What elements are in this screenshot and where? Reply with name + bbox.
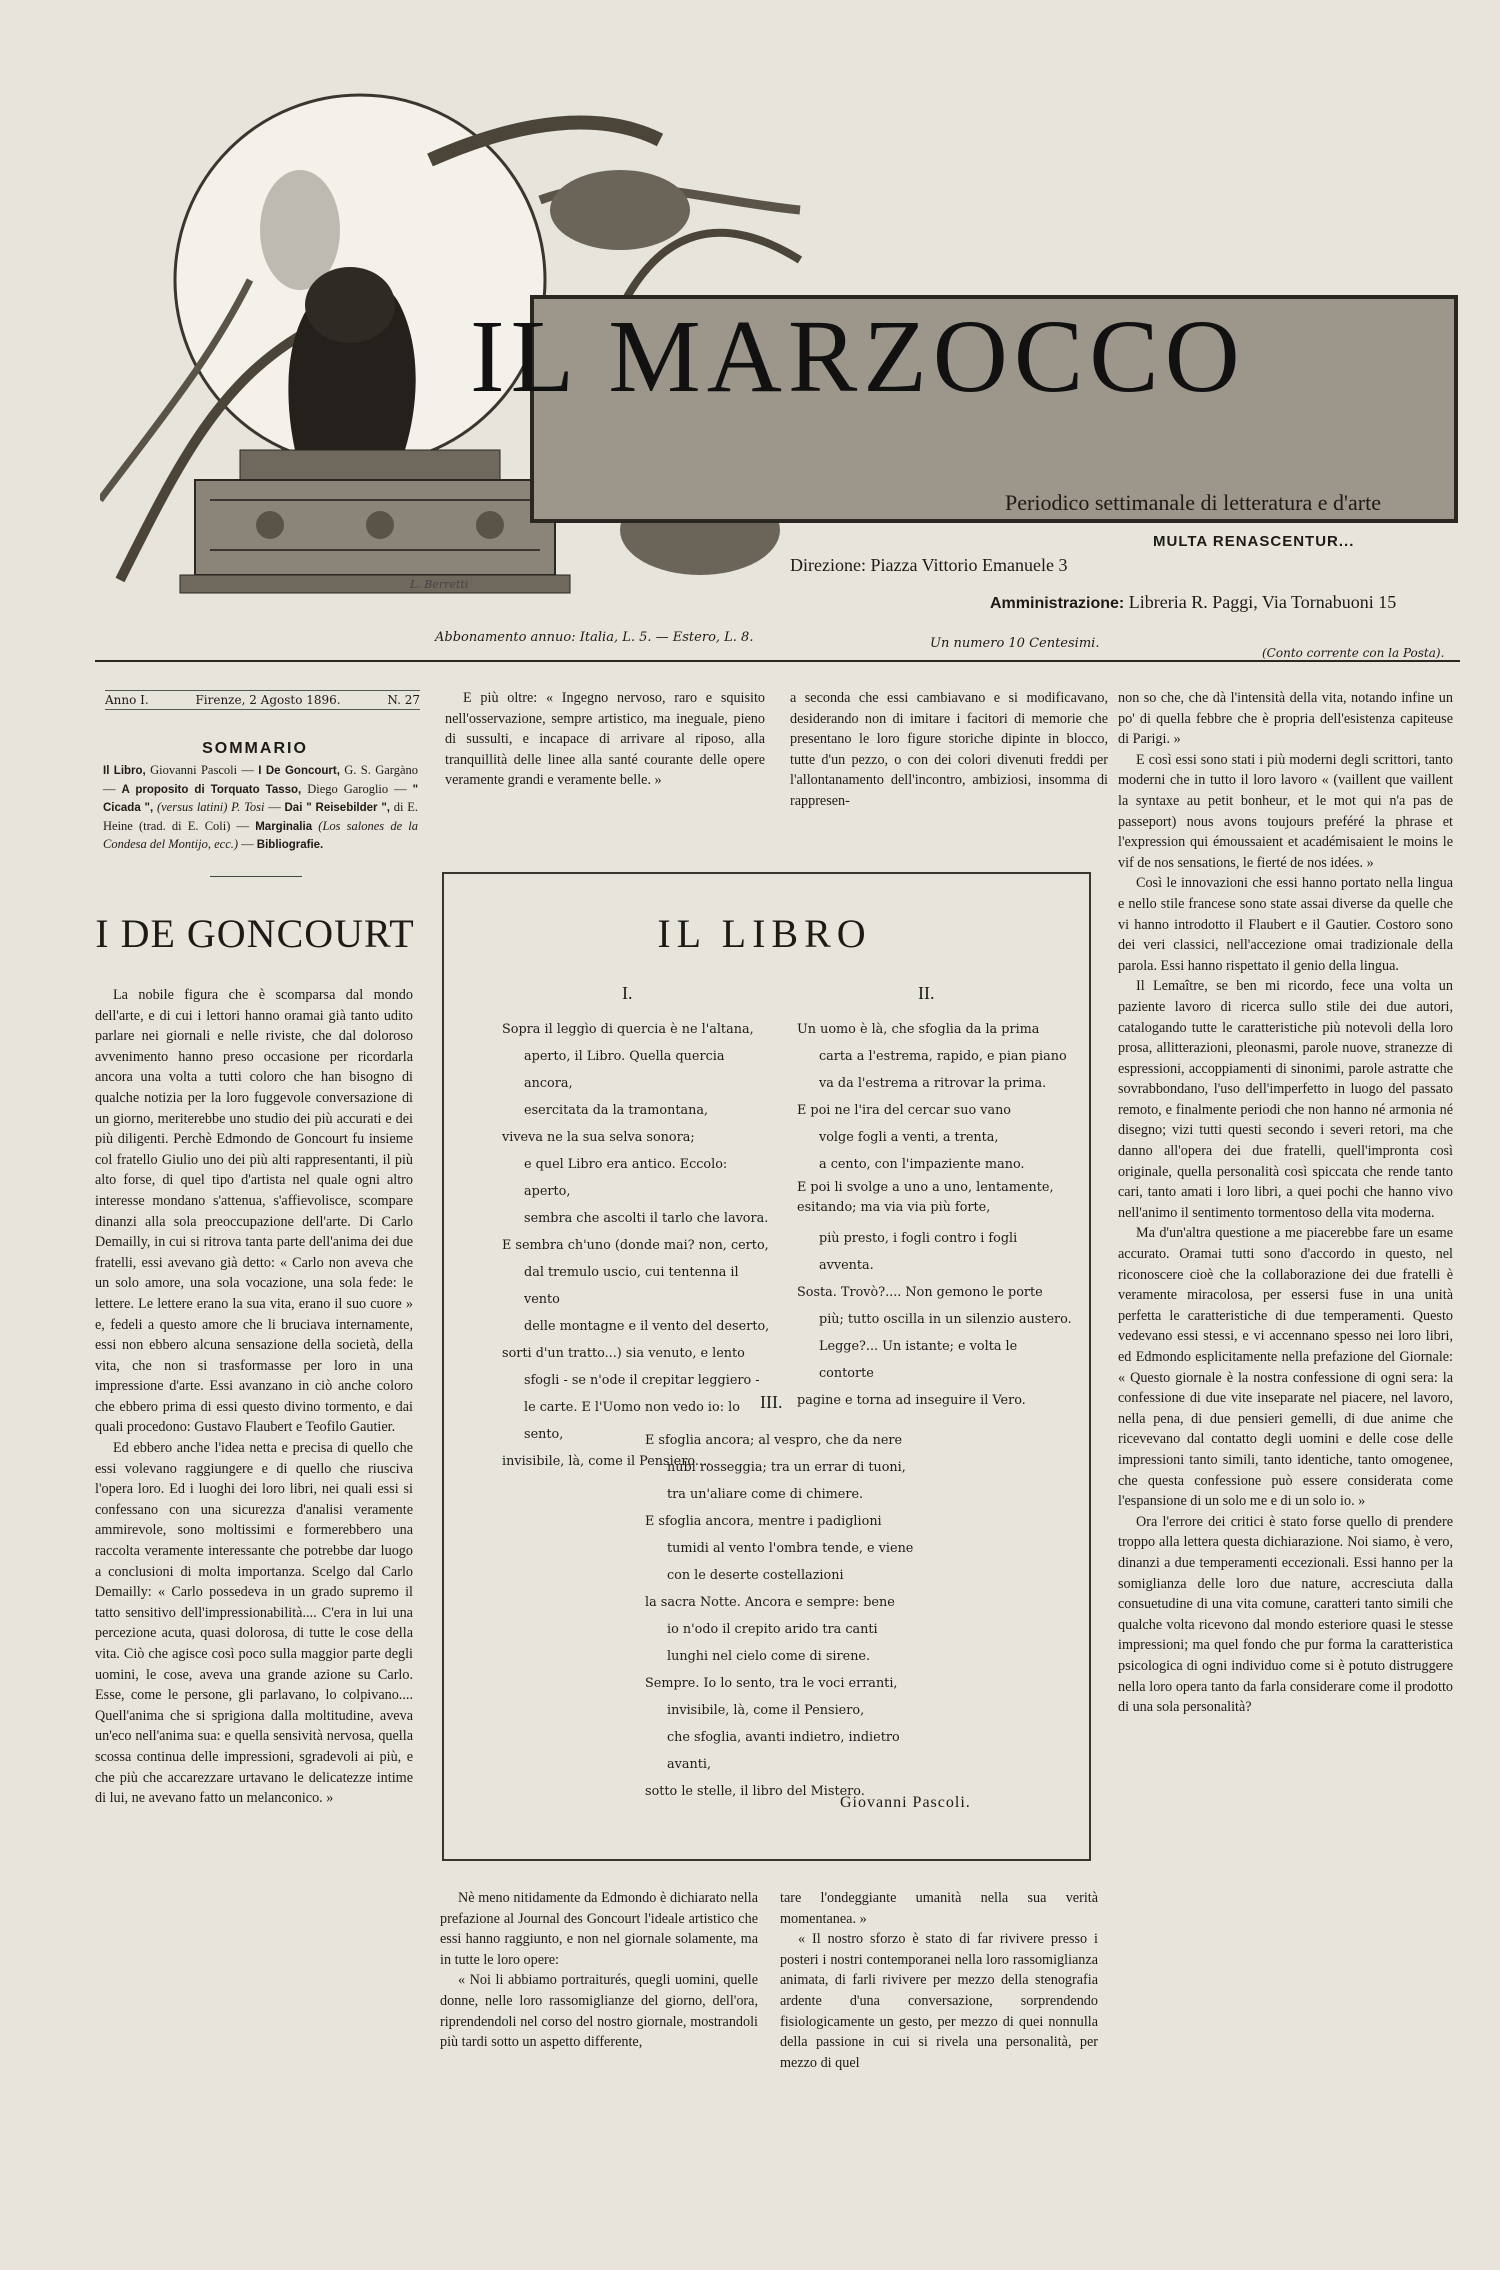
- article-column-2-bottom: [440, 1888, 758, 2053]
- poem-line: invisibile, là, come il Pensiero,: [667, 1703, 865, 1718]
- article-paragraph: Nè meno nitidamente da Edmondo è dichiarato nella prefazione al Journal des Goncourt l'ideale artistico che essi hanno raggiunto, e non nel giornale solamente, ma in tutte le loro opere:: [440, 1890, 758, 1968]
- poem-line: io n'odo il crepito arido tra canti: [667, 1622, 878, 1637]
- article-paragraph: tare l'ondeggiante umanità nella sua verità momentanea. »: [780, 1890, 1098, 1927]
- article-paragraph: non so che, che dà l'intensità della vita, notando infine un po' di quella febbre che è propria dell'esistenza capiteuse di Parigi. »: [1118, 690, 1453, 748]
- poem-part-2: [797, 1016, 1072, 1414]
- poem-line: nubi rosseggia; tra un errar di tuoni,: [667, 1460, 906, 1475]
- article-paragraph: E così essi sono stati i più moderni degli scrittori, tanto moderni che in tutto il loro lavoro « (vaillent que vaillent la syntaxe au petit bonheur, et le mot qui n'a pas de passeport) nous avons toujours preféré la phrase et l'expression qui émoussaient et académisaient le moins le vif de nos sensations, le fierté de nos idées. »: [1118, 751, 1453, 871]
- poem-part-1: [502, 1016, 772, 1475]
- issue-year: Anno I.: [105, 693, 149, 707]
- poem-line: E sfoglia ancora; al vespro, che da nere: [645, 1433, 903, 1448]
- article-column-3-top: [790, 688, 1108, 812]
- poem-line: sfogli - se n'ode il crepitar leggiero -: [524, 1373, 760, 1388]
- poem-line: Sopra il leggìo di quercia è ne l'altana,: [502, 1022, 754, 1037]
- sommario-item-title: I De Goncourt,: [258, 765, 340, 777]
- sommario-item-author: Giovanni Pascoli: [150, 763, 238, 777]
- poem-line: va da l'estrema a ritrovar la prima.: [819, 1076, 1047, 1091]
- poem-line: E sembra ch'uno (donde mai? non, certo,: [502, 1238, 769, 1253]
- issue-date: Firenze, 2 Agosto 1896.: [195, 693, 341, 707]
- poem-line: Legge?... Un istante; e volta le contorte: [819, 1339, 1018, 1381]
- poem-line: sembra che ascolti il tarlo che lavora.: [524, 1211, 769, 1226]
- sommario-item-author: (Los salones de la Condesa del Montijo, ecc.): [103, 818, 419, 852]
- poem-line: tra un'aliare come di chimere.: [667, 1487, 864, 1502]
- poem-line: E poi ne l'ira del cercar suo vano: [797, 1103, 1012, 1118]
- sommario-item-author: Diego Garoglio: [307, 781, 389, 796]
- sommario-title: SOMMARIO: [202, 740, 308, 757]
- article-paragraph: Il Lemaître, se ben mi ricordo, fece una volta un paziente lavoro di ricerca sullo stile dei due autori, catalogando tutte le caratteristiche più notevoli della loro prosa, allitterazioni, pleonasmi, parole nuove, stranezze di espressioni, accoppiamenti di sinonimi, parole astratte che sovrabbondano, l'uso dell'imperfetto in luogo del passato remoto, e finalmente periodi che non hanno né armonia né disegno; vizi tutti questi secondo i severi retori, ma che danno all'opera dei due fratelli, quell'impronta così originale, quella personalità così spiccata che rende tanto cari, tanto amati i loro libri, a quei pochi che hanno vivo nell'animo il sentimento tormentoso della vita moderna.: [1118, 978, 1453, 1221]
- poem-line: aperto, il Libro. Quella quercia ancora,: [524, 1049, 725, 1091]
- article-heading: I DE GONCOURT: [95, 911, 415, 956]
- poem-line: Sosta. Trovò?.... Non gemono le porte: [797, 1285, 1043, 1300]
- poem-line: pagine e torna ad inseguire il Vero.: [797, 1393, 1026, 1408]
- poem-line: lunghi nel cielo come di sirene.: [667, 1649, 871, 1664]
- poem-line: sotto le stelle, il libro del Mistero.: [645, 1784, 865, 1799]
- amministrazione-label: Amministrazione:: [990, 595, 1125, 612]
- poem-line: Un uomo è là, che sfoglia da la prima: [797, 1022, 1040, 1037]
- poem-line: più; tutto oscilla in un silenzio austero.: [819, 1312, 1072, 1327]
- masthead-rule: [95, 660, 1460, 662]
- issue-line: [105, 690, 420, 710]
- poem-title: IL LIBRO: [657, 911, 872, 956]
- sommario-item-title: " Cicada ",: [103, 783, 419, 815]
- poem-line: esercitata da la tramontana,: [524, 1103, 709, 1118]
- sommario-item-author: (versus latini) P. Tosi: [156, 800, 265, 815]
- poem-line: E poi li svolge a uno a uno, lentamente, esitando; ma via via più forte,: [797, 1180, 1054, 1215]
- subscription-info: Abbonamento annuo: Italia, L. 5. — Estero, L. 8.: [435, 630, 754, 645]
- poem-line: tumidi al vento l'ombra tende, e viene: [667, 1541, 914, 1556]
- poem-signature: Giovanni Pascoli.: [840, 1794, 971, 1811]
- sommario-item-title: Il Libro,: [103, 765, 146, 777]
- newspaper-title: IL MARZOCCO: [470, 299, 1246, 414]
- poem-line: a cento, con l'impaziente mano.: [819, 1157, 1025, 1172]
- article-column-4: [1118, 688, 1453, 1718]
- poem-line: con le deserte costellazioni: [667, 1568, 844, 1583]
- sommario-item-title: Bibliografie.: [256, 839, 324, 852]
- article-paragraph: « Il nostro sforzo è stato di far rivivere presso i posteri i nostri contemporanei nella loro rassomiglianza animata, di farli rivivere per mezzo della stenografia ardente d'una conversazione, sorprendendo fisiologicamente un gesto, per mezzo di quei nonnulla della passione in cui si rivela una personalità, per mezzo di quel: [780, 1931, 1098, 2071]
- poem-line: sorti d'un tratto...) sia venuto, e lento: [502, 1346, 745, 1361]
- postal-note: (Conto corrente con la Posta).: [1262, 646, 1445, 660]
- poem-part-3: [645, 1427, 945, 1805]
- article-column-1: [95, 985, 413, 1809]
- poem-line: invisibile, là, come il Pensiero....: [502, 1454, 712, 1469]
- poem-line: più presto, i fogli contro i fogli avventa.: [819, 1231, 1018, 1273]
- poem-line: che sfoglia, avanti indietro, indietro avanti,: [667, 1730, 900, 1772]
- poem-line: volge fogli a venti, a trenta,: [819, 1130, 999, 1145]
- article-paragraph: Ed ebbero anche l'idea netta e precisa di quello che essi volevano raggiungere e di quello che riusciva l'opera loro. Ed i luoghi dei loro libri, nei quali essi si confessano con una sicurezza d'analisi veramente ammirevole, sono moltissimi e formerebbero una raccolta veramente interessante che potrebbe dar luogo a conclusioni di molta importanza. Scelgo dal Carlo Demailly: « Carlo possedeva in un grado supremo il tatto sensitivo dell'impressionabilità.... C'era in lui una percezione acuta, quasi dolorosa, di tutte le cose della vita. Ciò che agisce così poco sulla maggior parte degli uomini, le cose, aveva una grande azione su Carlo. Esse, come le persone, gli parlavano, lo colpivano.... Quell'anima che si sprigiona dalla moltitudine, aveva un'eco nell'anima sua: e quella sensività nervosa, quella scossa continua delle impressioni, sgradevoli ai più, e che più che accarezzare urtavano le delicatezze intime di lui, ne avevano fatto un melanconico. »: [95, 1440, 413, 1807]
- direzione: Direzione: Piazza Vittorio Emanuele 3: [790, 555, 1068, 575]
- article-paragraph: Ora l'errore dei critici è stato forse quello di prendere troppo alla lettera questa dichiarazione. Noi siamo, è vero, dinanzi a due temperamenti eccezionali. Essi hanno per la somiglianza delle loro due nature, accresciuta dalla consuetudine di una vita comune, caratteri tanto simili che qualche volta ricevono dal mondo esteriore quasi le stesse impressioni; ma quel fondo che pur forma la caratteristica psicologica di ogni individuo come si è potuto distruggere nella loro opera tanto da farla considerare come il prodotto di una sola personalità?: [1118, 1513, 1453, 1716]
- article-paragraph: La nobile figura che è scomparsa dal mondo dell'arte, e di cui i lettori hanno oramai già tanto udito parlare nei giornali e nelle riviste, che dal doloroso avvenimento hanno preso occasione per ricordarla ancora una volta a tutti coloro che han bisogno di qualche notizia per la loro fuggevole conversazione di un giorno, meriterebbe uno studio dei più accurati e dei più diligenti. Perchè Edmondo de Goncourt fu insieme col fratello Giulio uno dei più alti rappresentanti, il più alto forse, di quel tipo d'artista nel quale ogni altro interesse mondano s'attenua, s'affievolisce, scompare dinanzi alla sola preoccupazione dell'arte. Di Carlo Demailly, in cui si ritrova tanta parte dell'anima dei due fratelli, essi avevano già detto: « Carlo non aveva che un solo amore, una sola vocazione, una sola fede: le lettere. Le lettere erano la sua vita, erano il suo cuore » e, fedeli a questo amore che li bruciava internamente, essi non ebbero alcuna sensazione della società, della vita, che non si trasformasse per loro in una impressione d'arte. Essi avanzano in ciò anche coloro che ebbero prima di essi questo divino tormento, e dai quali procedono: Gustavo Flaubert e Teofilo Gautier.: [95, 987, 413, 1436]
- poem-line: E sfoglia ancora, mentre i padiglioni: [645, 1514, 882, 1529]
- article-paragraph: a seconda che essi cambiavano e si modificavano, desiderando non di imitare i facitori di memorie che presentano le loro figure storiche dipinte in blocco, tutte d'un pezzo, o con dei colori divenuti freddi per l'allontanamento dell'incontro, ambiziosi, insomma di rappresen-: [790, 690, 1108, 809]
- poem-part-number: II.: [918, 983, 935, 1003]
- motto: MULTA RENASCENTUR...: [1153, 533, 1355, 550]
- article-column-2-top: [445, 688, 765, 791]
- poem-line: carta a l'estrema, rapido, e pian piano: [819, 1049, 1067, 1064]
- sommario-rule: [210, 876, 302, 877]
- sommario-item-author: G. S. Gargàno: [344, 763, 419, 777]
- poem-line: le carte. E l'Uomo non vedo io: lo sento,: [524, 1400, 740, 1442]
- poem-line: Sempre. Io lo sento, tra le voci erranti,: [645, 1676, 898, 1691]
- poem-line: la sacra Notte. Ancora e sempre: bene: [645, 1595, 895, 1610]
- article-paragraph: « Noi li abbiamo portraiturés, quegli uomini, quelle donne, nelle loro rassomiglianze del giorno, dell'ora, riprendendoli nel corso del nostro giornale, mostrandoli più tardi sotto un aspetto differente,: [440, 1972, 758, 2051]
- sommario-item-title: A proposito di Torquato Tasso,: [121, 783, 302, 796]
- poem-line: dal tremulo uscio, cui tentenna il vento: [524, 1265, 739, 1307]
- poem-line: delle montagne e il vento del deserto,: [524, 1319, 770, 1334]
- article-paragraph: Ma d'un'altra questione a me piacerebbe fare un esame accurato. Oramai tutti sono d'accordo in questo, nel riconoscere cioè che la collaborazione dei due fratelli è veramente miracolosa, per essersi fuse in una unità perfetta le caratteristiche di due temperamenti. Questo vedevano essi stessi, e vi accennano spesso nei loro libri, ed Edmondo esplicitamente nella prefazione del Giornale: « Questo giornale è la nostra confessione di ogni sera: la confessione di due vite inseparate nel piacere, nel lavoro, nella pena, di due pensieri gemelli, di due anime che ricevevano dal contatto degli uomini e delle cose delle impressioni tanto simili, tanto identiche, tanto omogenee, che questa confessione può essere considerata come l'espansione di un solo me e di un solo io. »: [1118, 1225, 1453, 1510]
- article-column-3-bottom: [780, 1888, 1098, 2073]
- amministrazione-value: Libreria R. Paggi, Via Tornabuoni 15: [1128, 592, 1397, 612]
- issue-price: Un numero 10 Centesimi.: [930, 636, 1100, 651]
- article-paragraph: E più oltre: « Ingegno nervoso, raro e squisito nell'osservazione, sempre artistico, ma ineguale, pieno di sussulti, e incapace di arrivare al riposo, alla tranquillità delle linee alla santé courante delle opere veramente grandi e veramente belle. »: [445, 690, 765, 789]
- sommario-list: Il Libro, Giovanni Pascoli — I De Goncourt, G. S. Gargàno — A proposito di Torquato Tasso, Diego Garoglio — " Cicada ", (versus latini) P. Tosi — Dai " Reisebilder ", di E. Heine (trad. di E. Coli) — Marginalia (Los salones de la Condesa del Montijo, ecc.) — Bibliografie.: [103, 763, 419, 852]
- poem-part-number: III.: [760, 1392, 783, 1412]
- article-paragraph: Così le innovazioni che essi hanno portato nella lingua e nello stile francese sono state assai diverse da quelle che vi hanno introdotto il Flaubert e il Gautier. Costoro sono dei veri classici, nell'accezione omai tradizionale della parola. Essi hanno rispettato il genio della lingua.: [1118, 875, 1453, 974]
- amministrazione: [990, 592, 1396, 613]
- tagline: Periodico settimanale di letteratura e d'arte: [1005, 490, 1381, 515]
- sommario-item-title: Marginalia: [255, 820, 313, 833]
- sommario-item-author: di E. Heine (trad. di E. Coli): [103, 800, 419, 833]
- poem-line: viveva ne la sua selva sonora;: [502, 1130, 695, 1145]
- poem-part-number: I.: [622, 983, 633, 1003]
- sommario-item-title: Dai " Reisebilder ",: [284, 802, 390, 815]
- poem-line: e quel Libro era antico. Eccolo: aperto,: [524, 1157, 728, 1199]
- issue-number: N. 27: [387, 693, 420, 707]
- artist-signature: L. Berretti: [410, 578, 469, 591]
